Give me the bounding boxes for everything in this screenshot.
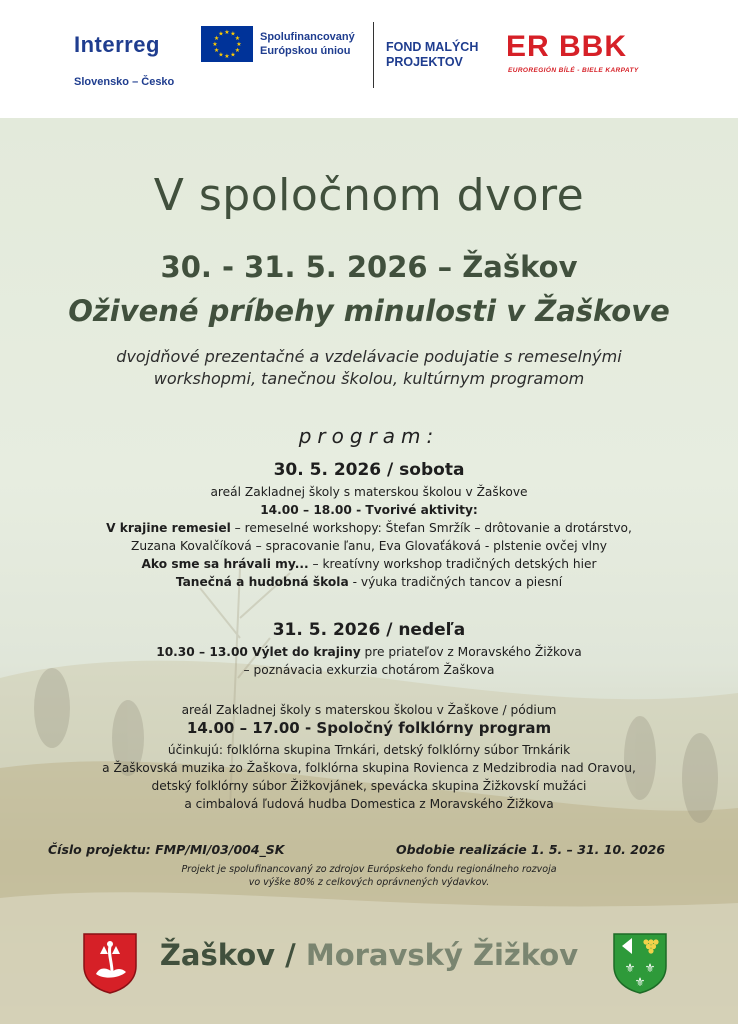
svg-text:⚜: ⚜ <box>644 961 656 975</box>
fmp-line-1: FOND MALÝCH <box>386 40 479 54</box>
svg-text:★: ★ <box>230 51 236 59</box>
svg-text:★: ★ <box>230 30 236 38</box>
svg-text:★: ★ <box>224 29 230 36</box>
day2-heading: 31. 5. 2026 / nedeľa <box>272 620 466 640</box>
project-number: Číslo projektu: FMP/MI/03/004_SK <box>48 842 285 857</box>
interreg-subtitle: Slovensko – Česko <box>74 76 175 88</box>
fmp-line-2: PROJEKTOV <box>386 55 463 69</box>
eu-text-line-2: Európskou úniou <box>260 45 351 57</box>
eu-flag-icon <box>201 26 253 62</box>
erbbk-subtitle: EUROREGIÓN BÍLÉ - BIELE KARPATY <box>508 67 639 74</box>
header-divider <box>373 22 374 88</box>
logo-header <box>0 0 738 118</box>
performers-line-1: účinkujú: folklórna skupina Trnkári, detský folklórny súbor Trnkárik <box>167 743 571 757</box>
svg-text:★: ★ <box>218 51 224 59</box>
day2-trip-cont: – poznávacia exkurzia chotárom Žaškova <box>243 663 495 677</box>
erbbk-logo: ER BBK <box>506 30 628 63</box>
activity-3-text: - výuka tradičných tancov a piesní <box>348 575 563 589</box>
svg-text:★: ★ <box>234 47 241 54</box>
description-line-2: workshopmi, tanečnou školou, kultúrnym programom <box>153 369 585 388</box>
funding-note-line-2: vo výške 80% z celkových oprávnených výdavkov. <box>248 877 490 888</box>
funding-note-line-1: Projekt je spolufinancovaný zo zdrojov Európskeho fondu regionálneho rozvoja <box>181 864 557 875</box>
performers-line-3: detský folklórny súbor Žižkovjánek, spevácka skupina Žižkovskí mužáci <box>151 779 587 793</box>
day1-time <box>0 502 738 520</box>
moravsky-zizkov-crest-icon <box>612 932 668 994</box>
day1-activity-1 <box>0 520 738 538</box>
activity-2-text: – kreatívny workshop tradičných detských hier <box>308 557 597 571</box>
activity-1-text: – remeselné workshopy: Štefan Smržík – drôtovanie a drotárstvo, <box>230 521 632 535</box>
svg-text:★: ★ <box>236 41 242 48</box>
day1-activity-2 <box>0 556 738 574</box>
event-description <box>0 346 738 390</box>
performers-line-2: a Žaškovská muzika zo Žaškova, folklórna skupina Rovienca z Medzibrodia nad Oravou, <box>102 761 636 775</box>
funding-note <box>0 863 738 889</box>
day1-heading: 30. 5. 2026 / sobota <box>273 460 465 480</box>
day2-trip <box>0 644 738 662</box>
svg-text:★: ★ <box>213 35 220 42</box>
interreg-logo: Interreg <box>74 32 160 57</box>
day1-activity-3 <box>0 574 738 592</box>
day1-activity-1-cont: Zuzana Kovalčíková – spracovanie ľanu, Eva Glovaťáková - plstenie ovčej vlny <box>131 539 607 553</box>
fmp-logo-text <box>386 40 478 70</box>
description-line-1: dvojdňové prezentačné a vzdelávacie podujatie s remeselnými <box>116 347 622 366</box>
svg-text:★: ★ <box>234 35 241 42</box>
trip-text: pre priateľov z Moravského Žižkova <box>360 645 582 659</box>
svg-text:★: ★ <box>212 41 218 48</box>
day2-venue: areál Zakladnej školy s materskou školou v Žaškove / pódium <box>181 703 557 717</box>
svg-text:★: ★ <box>213 47 220 54</box>
eu-cofinanced-text <box>260 30 355 58</box>
performers-line-4: a cimbalová ľudová hudba Domestica z Moravského Žižkova <box>184 797 554 811</box>
svg-text:★: ★ <box>224 53 230 60</box>
event-title: V spoločnom dvore <box>153 170 585 221</box>
folk-program-heading: 14.00 – 17.00 - Spoločný folklórny program <box>186 719 552 737</box>
day1-venue: areál Zakladnej školy s materskou školou v Žaškove <box>210 485 528 499</box>
activity-2-title: Ako sme sa hrávali my... <box>141 557 309 571</box>
footer-zaskov: Žaškov / <box>159 938 306 972</box>
event-date-place: 30. - 31. 5. 2026 – Žaškov <box>160 250 578 284</box>
day1-time-text: 14.00 – 18.00 - Tvorivé aktivity: <box>260 503 478 517</box>
program-heading: program: <box>298 424 440 448</box>
svg-text:⚜: ⚜ <box>634 975 646 989</box>
eu-text-line-1: Spolufinancovaný <box>260 31 355 43</box>
trip-title: 10.30 – 13.00 Výlet do krajiny <box>156 645 361 659</box>
svg-text:★: ★ <box>218 30 224 38</box>
activity-1-title: V krajine remesiel <box>106 521 231 535</box>
footer-moravsky-zizkov: Moravský Žižkov <box>305 938 579 972</box>
realization-period: Obdobie realizácie 1. 5. – 31. 10. 2026 <box>396 842 666 857</box>
event-subtitle: Oživené príbehy minulosti v Žaškove <box>68 294 670 328</box>
activity-3-title: Tanečná a hudobná škola <box>175 575 349 589</box>
svg-text:⚜: ⚜ <box>624 961 636 975</box>
